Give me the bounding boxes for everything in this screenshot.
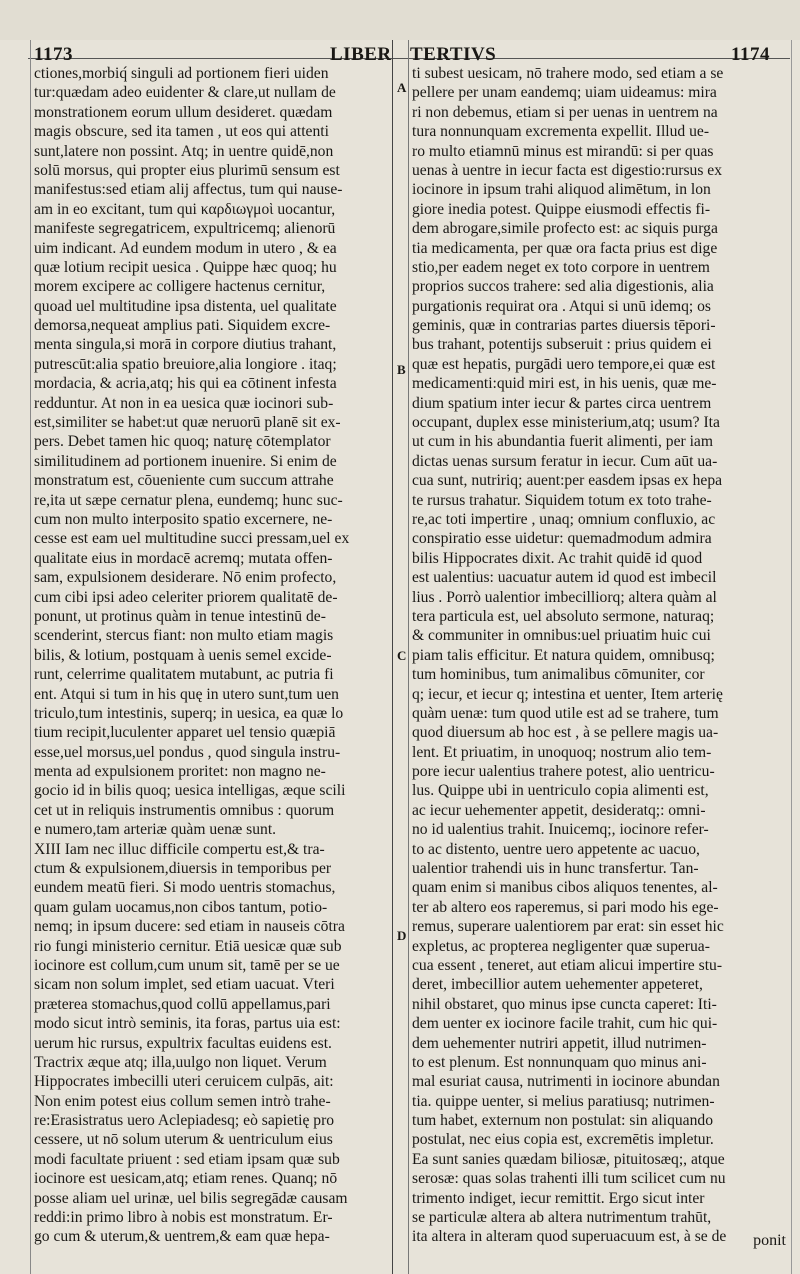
text-line: e numero,tam arteriæ quàm uenæ sunt. <box>34 821 277 839</box>
text-line: est ualentius: uacuatur autem id quod est imbecil <box>412 569 717 587</box>
text-line: quam enim si manibus cibos aliquos tenentes, al- <box>412 879 718 897</box>
text-line: conspiratio esse uidetur: quemadmodum admira <box>412 530 712 548</box>
text-line: pore iecur ualentius trahere potest, alio uentricu- <box>412 763 715 781</box>
running-title-part1: LIBER <box>330 44 392 65</box>
text-line: tur:quædam adeo euidenter & clare,ut nullam de <box>34 84 336 102</box>
text-line: medicamenti:quid miri est, in his uenis, quæ me- <box>412 375 717 393</box>
text-line: re:Erasistratus uero Aclepiadesq; eò sapietię pro <box>34 1112 335 1130</box>
text-line: menta ad expulsionem proritet: non magno ne- <box>34 763 326 781</box>
text-line: scenderint, stercus fiant: non multo etiam magis <box>34 627 334 645</box>
text-line: ctiones,morbiq́ singuli ad portionem fieri uiden <box>34 65 329 82</box>
text-line: lent. Et priuatim, in unoquoq; nostrum alio tem- <box>412 743 712 761</box>
left-text-column <box>34 64 392 1247</box>
text-line: uenas à uentre in iecur facta est digestio:rursus ex <box>412 161 723 179</box>
text-line: cum cibi ipsi adeo celeriter priorem qualitatē de- <box>34 588 338 606</box>
page-number-left: 1173 <box>34 44 73 65</box>
text-line: nemq; in ipsum ducere: sed etiam in nauseis cōtra <box>34 918 345 936</box>
column-divider-rule-2 <box>408 40 409 1274</box>
text-line: sicam non solum implet, sed etiam uacuat. Vteri <box>34 976 335 994</box>
text-line: quod diuersum ab hoc est , à se pellere magis ua- <box>412 724 719 742</box>
text-line: geminis, quæ in contrarias partes diuersis tēpori- <box>412 317 716 335</box>
text-line: lius . Porrò ualentior imbecilliorq; altera quàm al <box>412 588 717 606</box>
text-line: tum hominibus, tum animalibus cōmuniter, cor <box>412 666 705 684</box>
text-line: te rursus trahatur. Siquidem totum ex toto trahe- <box>412 491 712 509</box>
text-line: triculo,tum intestinis, superq; in uesica, ea quæ lo <box>34 704 344 722</box>
catchword: ponit <box>753 1232 786 1249</box>
text-line: esse,uel morsus,uel pondus , quod singula instru- <box>34 743 341 761</box>
text-line: bilis Hippocrates dixit. Ac trahit quidē id quod <box>412 549 703 567</box>
text-line: quàm uenæ: tum quod utile est ad se trahere, tum <box>412 704 719 722</box>
text-line: deret, imbecillior autem uehementer appeteret, <box>412 976 703 994</box>
text-line: manifeste segregatricem, expultricemq; alienorū <box>34 220 336 238</box>
text-line: Non enim potest eius collum semen intrò trahe- <box>34 1092 331 1110</box>
text-line: similitudinem ad portionem inuenire. Si enim de <box>34 452 337 470</box>
text-line: cua sunt, nutririq; auent:per easdem ipsas ex hepa <box>412 472 723 490</box>
text-line: dem uehementer nutriri appetit, illud nutrimen- <box>412 1034 707 1052</box>
text-line: dictas uenas sursum feratur in iecur. Cum aūt ua- <box>412 452 718 470</box>
right-margin-rule <box>791 40 792 1274</box>
text-line: cet ut in reliquis instrumentis omnibus : quorum <box>34 801 335 819</box>
text-line: monstratum est, cōueniente cum succum attrahe <box>34 472 334 490</box>
column-divider-rule <box>392 40 393 1274</box>
text-line: modo sicut intrò seminis, ita foras, partus uia est: <box>34 1015 341 1033</box>
text-line: ti subest uesicam, nō trahere modo, sed etiam a se <box>412 65 724 82</box>
text-line: tia medicamenta, per quæ ora facta prius est dige <box>412 239 718 257</box>
text-line: cua essent , teneret, aut etiam alicui impertire stu- <box>412 956 723 974</box>
text-line: re,ac toti impertire , unaq; omnium confluxio, ac <box>412 510 716 528</box>
text-line: quoad uel multitudine ipsa distenta, uel qualitate <box>34 297 337 315</box>
text-line: go cum & uterum,& uentrem,& eam quæ hepa- <box>34 1228 330 1246</box>
text-line: sunt,latere non possint. Atq; in uentre quidē,non <box>34 142 334 160</box>
text-line: quæ est hepatis, purgādi uero tempore,ei quæ est <box>412 355 716 373</box>
text-line: Ea sunt sanies quædam biliosæ, pituitosæq;, atque <box>412 1150 725 1168</box>
text-line: ri non debemus, etiam si per uenas in uentrem na <box>412 103 718 121</box>
margin-letter-c: C <box>397 648 407 663</box>
text-line: occupant, duplex esse ministerium,atq; usum? Ita <box>412 414 720 432</box>
text-line: tium recipit,luculenter apparet uel tensio quæpiā <box>34 724 336 742</box>
text-line: tura nonnunquam excrementa expellit. Illud ue- <box>412 123 710 141</box>
text-line: uim indicant. Ad eundem modum in utero , & ea <box>34 239 337 257</box>
text-line: solū morsus, qui propter eius plurimū sensum est <box>34 161 340 179</box>
text-line: uerum hic rursus, expultrix facultas euidens est. <box>34 1034 332 1052</box>
text-line: purgationis requirat ora . Atqui si unū idemq; os <box>412 297 711 315</box>
text-line: ent. Atqui si tum in his quę in utero sunt,tum uen <box>34 685 339 703</box>
text-line: nihil obstaret, quo minus ipse cuncta caperet: Iti- <box>412 995 717 1013</box>
text-line: pellere per unam eandemq; uiam uideamus: mira <box>412 84 717 102</box>
text-line: runt, celerrime qualitatem mutabunt, ac putria fi <box>34 666 334 684</box>
text-line: expletus, ac propterea negligenter quæ superua- <box>412 937 710 955</box>
text-line: no id ualentius trahit. Inuicemq;, iocinore refer- <box>412 821 709 839</box>
text-line: putrescūt:alia spatio breuiore,alia longiore . itaq; <box>34 355 337 373</box>
text-line: re,ita ut sæpe cernatur plena, eundemq; hunc suc- <box>34 491 343 509</box>
text-line: bus trahant, potentijs subseruit : prius quidem ei <box>412 336 712 354</box>
text-line: ro multo etiamnū minus est mirandū: si per quas <box>412 142 714 160</box>
page-number-right: 1174 <box>731 44 770 65</box>
text-line: ponunt, ut protinus quàm in tenue intestinū de- <box>34 607 326 625</box>
text-line: iocinore est uesicam,atq; etiam renes. Quanq; nō <box>34 1170 338 1188</box>
text-line: pers. Debet tamen hic quoq; naturę cōtemplator <box>34 433 331 451</box>
text-line: ut cum in his abundantia fuerit alimenti, per iam <box>412 433 713 451</box>
text-line: iocinore est collum,cum unum sit, tamē per se ue <box>34 956 340 974</box>
text-line: se particulæ altera ab altera nutrimentum trahūt, <box>412 1209 712 1227</box>
text-line: tera particula est, uel absoluto sermone, naturaq; <box>412 607 715 625</box>
text-line: postulat, nec eius copia est, excremētis impletur. <box>412 1131 714 1149</box>
right-text-column <box>412 64 770 1247</box>
text-line: manifestus:sed etiam alij affectus, tum qui nause- <box>34 181 343 199</box>
margin-letter-a: A <box>397 80 407 95</box>
text-line: dem abrogare,simile profecto est: ac siquis purga <box>412 220 718 238</box>
text-line: posse aliam uel urinæ, uel bilis segregādæ causam <box>34 1189 348 1207</box>
text-line: mal esuriat causa, nutrimenti in iocinore abundan <box>412 1073 720 1091</box>
text-line: am in eo excitant, tum qui καρδιωγμοὶ uocantur, <box>34 200 336 218</box>
text-line: ter ab altero eos raperemus, si pari modo his ege- <box>412 898 719 916</box>
text-line: qualitate eius in mordacē acremq; mutata offen- <box>34 549 333 567</box>
text-line: q; iecur, et iecur q; intestina et uenter, Item arterię <box>412 685 723 703</box>
running-title-part2: TERTIVS <box>410 44 497 65</box>
text-line: dem uenter ex iocinore facile trahit, cum hic qui- <box>412 1015 718 1033</box>
text-line: stio,per eadem neget ex toto corpore in uentrem <box>412 258 710 276</box>
text-line: proprios succos trahere: sed alia digestionis, alia <box>412 278 714 296</box>
text-line: tia. quippe uenter, si melius paratiusq; nutrimen- <box>412 1092 715 1110</box>
text-line: piam talis efficitur. Et natura quidem, omnibusq; <box>412 646 715 664</box>
margin-letter-b: B <box>397 362 406 377</box>
text-line: demorsa,nequeat amplius pati. Siquidem excre- <box>34 317 331 335</box>
text-line: magis obscure, sed ita tamen , ut eos qui attenti <box>34 123 329 141</box>
text-line: to est plenum. Est nonnunquam quo minus ani- <box>412 1053 707 1071</box>
text-line: iocinore in ipsum trahi aliquod alimētum, in lon <box>412 181 711 199</box>
text-line: ualentior trahendi uis in hunc transfertur. Tan- <box>412 860 699 878</box>
text-line: reddi:in primo libro à nobis est monstratum. Er- <box>34 1209 333 1227</box>
text-line: modi facultate priuent : sed etiam ipsam quæ sub <box>34 1150 340 1168</box>
header-rule <box>28 58 790 59</box>
text-line: Tractrix æque atq; illa,uulgo non liquet. Verum <box>34 1053 327 1071</box>
text-line: serosæ: quas solas trahenti illi tum scilicet cum nu <box>412 1170 726 1188</box>
page-top-edge <box>0 0 800 40</box>
text-line: redduntur. At non in ea uesica quæ iocinori sub- <box>34 394 334 412</box>
text-line: to ac distento, uentre uero appetente ac uacuo, <box>412 840 700 858</box>
text-line: sam, expulsionem desiderare. Nō enim profecto, <box>34 569 337 587</box>
text-line: monstrationem eorum ullum desideret. quædam <box>34 103 333 121</box>
text-line: Hippocrates imbecilli uteri ceruicem culpās, ait: <box>34 1073 334 1091</box>
text-line: XIII Iam nec illuc difficile compertu est,& tra- <box>34 840 325 858</box>
text-line: cum non multo interposito spatio excernere, ne- <box>34 510 333 528</box>
text-line: rio fungi ministerio cernitur. Etiā uesicæ quæ sub <box>34 937 342 955</box>
text-line: & communiter in omnibus:uel priuatim huic cui <box>412 627 711 645</box>
text-line: est,similiter se habet:ut quæ neruorū planē sit ex- <box>34 414 341 432</box>
text-line: præterea stomachus,quod collū appellamus,pari <box>34 995 331 1013</box>
text-line: mordacia, & acria,atq; his qui ea cōtinent infesta <box>34 375 337 393</box>
text-line: cesse est eam uel multitudine succi pressam,uel ex <box>34 530 350 548</box>
text-line: morem excipere ac colligere hactenus cernitur, <box>34 278 326 296</box>
text-line: bilis, & lotium, postquam à uenis semel excide- <box>34 646 332 664</box>
text-line: eundem meatū fieri. Si modo uentris stomachus, <box>34 879 336 897</box>
text-line: ac iecur uehementer appetit, desideratq;: omni- <box>412 801 706 819</box>
text-line: ctum & expulsionem,diuersis in temporibus per <box>34 860 332 878</box>
text-line: trimento indiget, iecur remittit. Ergo sicut inter <box>412 1189 705 1207</box>
text-line: menta singula,si morā in corpore diutius trahant, <box>34 336 337 354</box>
text-line: dium spatium inter iecur & partes circa uentrem <box>412 394 712 412</box>
text-line: giore inedia potest. Quippe eiusmodi effectis fi- <box>412 200 711 218</box>
text-line: quam gulam uocamus,non cibos tantum, potio- <box>34 898 328 916</box>
text-line: quæ lotium recipit uesica . Quippe hæc quoq; hu <box>34 258 337 276</box>
text-line: tum habet, externum non postulat: sin aliquando <box>412 1112 713 1130</box>
margin-letter-d: D <box>397 928 407 943</box>
text-line: cessere, ut nō solum uterum & uentriculum eius <box>34 1131 333 1149</box>
text-line: lus. Quippe ubi in uentriculo copia alimenti est, <box>412 782 709 800</box>
text-line: ita altera in alteram quod superuacuum est, à se de <box>412 1228 727 1246</box>
left-margin-rule <box>30 40 31 1274</box>
text-line: remus, superare ualentiorem par erat: sin esset hic <box>412 918 724 936</box>
text-line: gocio id in bilis quoq; uesica intelligas, æque scili <box>34 782 346 800</box>
